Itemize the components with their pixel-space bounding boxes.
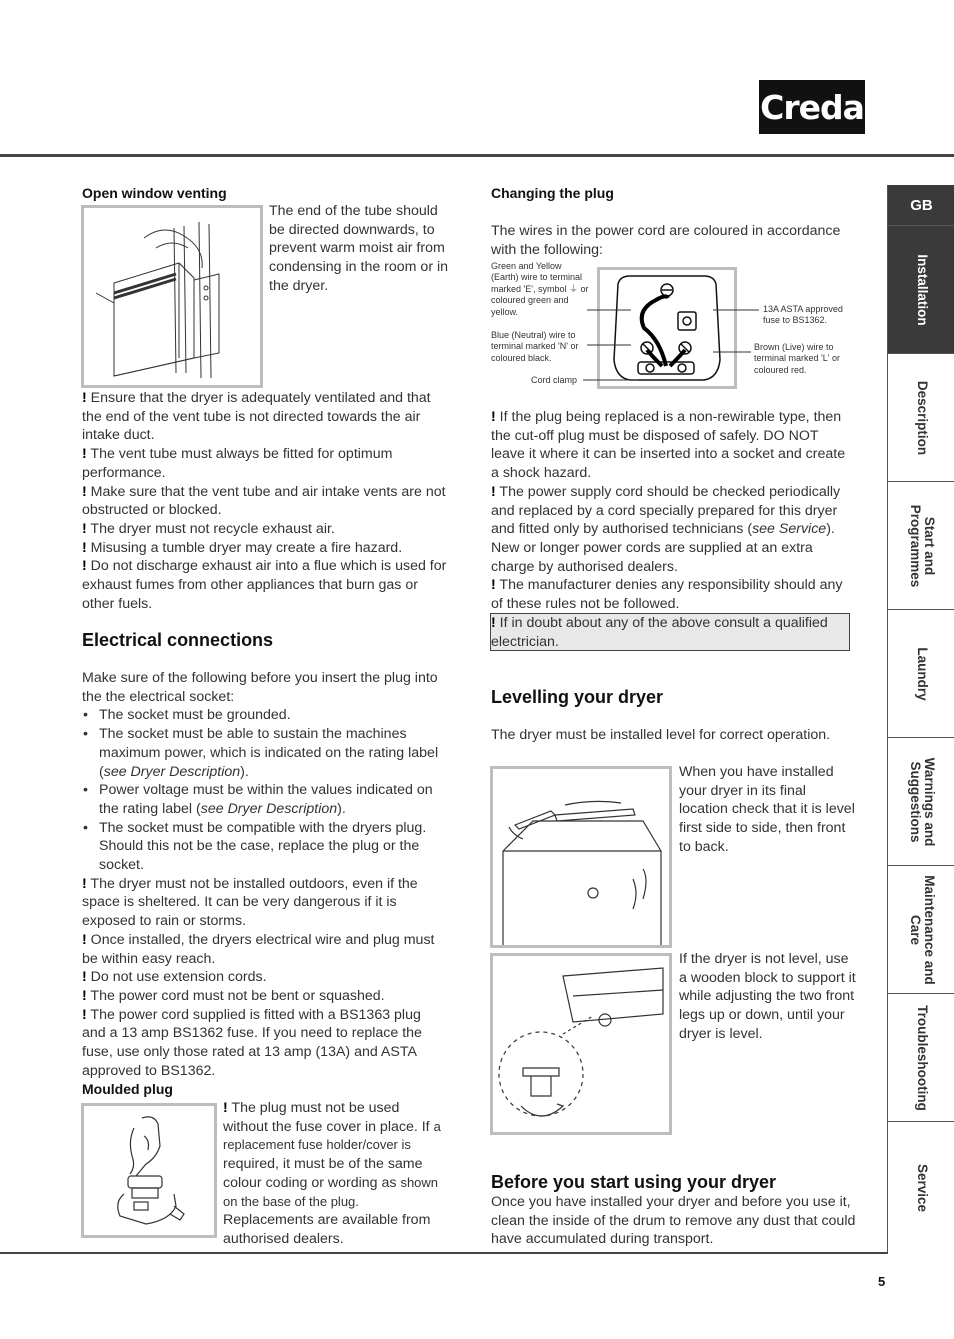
vent-warnings [82,389,447,613]
warning-item: ! The power cord must not be bent or squashed. [82,987,385,1004]
before-start-heading: Before you start using your dryer [491,1172,777,1192]
warning-item: ! The dryer must not be installed outdoors, even if the space is sheltered. It can be very dangerous if it is exposed to rain or storms. [82,875,418,930]
warning-item: ! The manufacturer denies any responsibility should any of these rules not be followed. [491,577,843,613]
levelling-intro: The dryer must be installed level for correct operation. [491,727,831,743]
page-number: 5 [878,1274,886,1289]
cord-clamp-label: Cord clamp [531,375,578,385]
before-start-text: Once you have installed your dryer and before you use it, clean the inside of the drum to remove any dust that could have accumulated during transport. [491,1194,856,1248]
plug-warnings [491,408,856,614]
tab-service[interactable]: Service [914,1163,930,1212]
moulded-plug-heading: Moulded plug [82,1081,173,1097]
electrical-checklist [82,706,447,874]
levelling-heading: Levelling your dryer [491,687,664,707]
moulded-plug-text: ! The plug must not be used without the fuse cover in place. If a replacement fuse holder/cover is required, it must be of the same colour coding or wording as shown on the base of the plug. Replacements are available from authorised dealers. [223,1100,441,1247]
list-item: • The socket must be grounded. [99,706,447,725]
earth-wire-label: Green and Yellow (Earth) wire to terminal marked 'E', symbol ⏚ or coloured green and yellow. [491,261,589,317]
levelling-text-2: If the dryer is not level, use a wooden block to support it while adjusting the two front legs up or down, until your dryer is level. [679,951,856,1042]
header-rule [0,154,954,157]
tab-description[interactable]: Description [888,354,954,482]
neutral-wire-label: Blue (Neutral) wire to terminal marked 'N' or coloured black. [491,330,579,363]
warning-item: ! If the plug being replaced is a non-rewirable type, then the cut-off plug must be disposed of safely. DO NOT leave it where it can be inserted into a socket and create a shock hazard. [491,409,846,482]
level-check-illustration [490,766,672,948]
adjust-legs-illustration [490,953,672,1135]
sidebar-nav [887,185,954,1253]
warning-item: ! Do not discharge exhaust air into a flue which is used for exhaust fumes from other appliances that burn gas or other fuels. [82,558,447,612]
list-item: • The socket must be compatible with the dryers plug. Should this not be the case, replace the plug or the socket. [99,819,447,875]
plug-wiring-diagram [491,260,856,390]
lang-tab: GB [888,185,954,226]
warning-item: ! The dryer must not recycle exhaust air. [82,520,335,537]
tab-start-programmes[interactable]: Start and Programmes [888,482,954,610]
doubt-warning-box: ! If in doubt about any of the above consult a qualified electrician. [490,613,850,651]
changing-plug-heading: Changing the plug [491,185,614,201]
tab-installation[interactable]: Installation [888,226,954,354]
tab-laundry[interactable]: Laundry [888,610,954,738]
warning-item: ! The power cord supplied is fitted with a BS1363 plug and a 13 amp BS1362 fuse. If you need to replace the fuse, use only those rated at 13 amp (13A) and ASTA approved to BS1362. [82,1006,422,1079]
warning-item: ! The vent tube must always be fitted for optimum performance. [82,446,393,481]
list-item: • Power voltage must be within the values indicated on the rating label (see Dryer Description). [99,781,447,818]
changing-plug-intro: The wires in the power cord are coloured in accordance with the following: [491,223,841,258]
warning-item: ! The power supply cord should be checked periodically and replaced by a cord specially prepared for this dryer and fitted only by authorised technicians (see Service). New or longer power cords are supplied at an extra charge by authorised dealers. [491,483,841,575]
tab-troubleshooting[interactable]: Troubleshooting [888,994,954,1122]
live-wire-label: Brown (Live) wire to terminal marked 'L' or coloured red. [754,342,840,375]
creda-logo: Creda [759,80,865,134]
list-item: • The socket must be able to sustain the machines maximum power, which is indicated on the rating label (see Dryer Description). [99,725,447,781]
vent-illustration [81,205,263,388]
warning-item: ! Once installed, the dryers electrical wire and plug must be within easy reach. [82,931,435,967]
open-window-text: The end of the tube should be directed downwards, to prevent warm moist air from condensing in the room or in the dryer. [269,203,449,294]
tab-warnings-suggestions[interactable]: Warnings and Suggestions [888,738,954,866]
electrical-body [82,669,447,1080]
electrical-intro: Make sure of the following before you insert the plug into the the electrical socket: [82,670,438,705]
levelling-text-1: When you have installed your dryer in its final location check that it is level first side to side, then front to back. [679,764,855,855]
warning-item: ! Do not use extension cords. [82,969,267,986]
moulded-plug-illustration [81,1103,217,1238]
warning-item: ! Make sure that the vent tube and air intake vents are not obstructed or blocked. [82,483,446,519]
electrical-heading: Electrical connections [82,630,274,650]
warning-item: ! Ensure that the dryer is adequately ventilated and that the end of the vent tube is not directed towards the air intake duct. [82,390,431,444]
open-window-heading: Open window venting [82,185,227,201]
footer-rule [0,1252,888,1254]
fuse-label: 13A ASTA approved fuse to BS1362. [763,304,843,326]
tab-maintenance-care[interactable]: Maintenance and Care [888,866,954,994]
warning-item: ! Misusing a tumble dryer may create a fire hazard. [82,539,403,556]
